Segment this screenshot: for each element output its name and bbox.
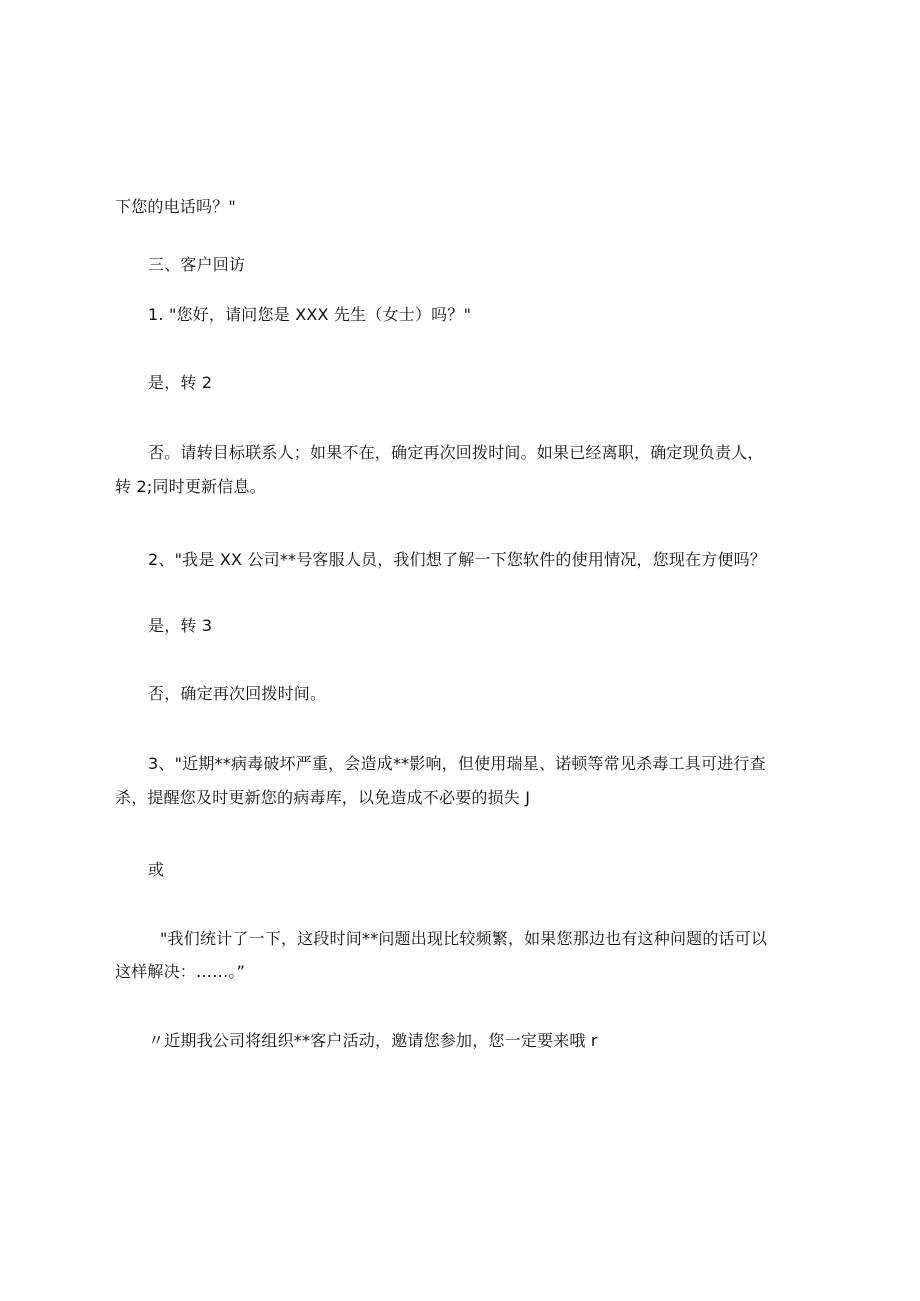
text-line-11: 杀，提醒您及时更新您的病毒库，以免造成不必要的损失 J [115, 788, 531, 807]
text-line-4: 是，转 2 [148, 373, 213, 392]
text-line-5: 否。请转目标联系人；如果不在，确定再次回拨时间。如果已经离职，确定现负责人， [148, 443, 764, 462]
text-line-14: 这样解决：……。” [115, 962, 246, 981]
text-line-10: 3、"近期**病毒破坏严重，会造成**影响，但使用瑞星、诺顿等常见杀毒工具可进行查 [148, 754, 766, 773]
section-heading: 三、客户回访 [148, 255, 246, 274]
text-line-6: 转 2;同时更新信息。 [115, 477, 266, 496]
text-line-3: 1. "您好，请问您是 XXX 先生（女士）吗？" [148, 305, 472, 324]
text-line-12: 或 [148, 860, 165, 879]
text-line-13: "我们统计了一下，这段时间**问题出现比较频繁，如果您那边也有这种问题的话可以 [160, 929, 768, 948]
text-line-1: 下您的电话吗？" [115, 197, 236, 216]
text-line-15: 〃近期我公司将组织**客户活动，邀请您参加，您一定要来哦 r [148, 1031, 598, 1050]
text-line-7: 2、"我是 XX 公司**号客服人员，我们想了解一下您软件的使用情况，您现在方便吗？ [148, 550, 767, 569]
text-line-9: 否，确定再次回拨时间。 [148, 684, 327, 703]
text-line-8: 是，转 3 [148, 616, 213, 635]
